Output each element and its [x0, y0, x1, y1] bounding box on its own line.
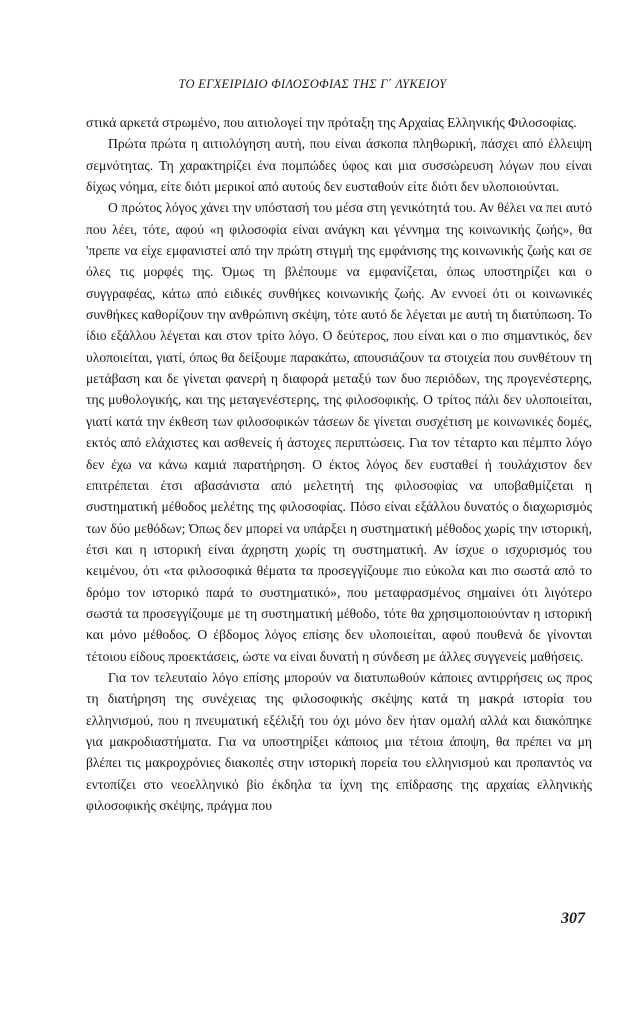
body-text: [86, 112, 592, 816]
running-header: ΤΟ ΕΓΧΕΙΡΙΔΙΟ ΦΙΛΟΣΟΦΙΑΣ ΤΗΣ Γ΄ ΛΥΚΕΙΟΥ: [178, 77, 447, 91]
paragraph: Για τον τελευταίο λόγο επίσης μπορούν να διατυπωθούν κάποιες αντιρρήσεις ως προς τη διατήρηση της συνέχειας της φιλοσοφικής σκέψης κατά τη μακρά ιστορία του ελληνισμού, που η πνευματική εξέλιξή του όχι μόνο δεν ήταν ομαλή αλλά και διακόπηκε για μακροδιαστήματα. Για να υποστηρίξει κάποιος μια τέτοια άποψη, θα πρέπει να μη βλέπει τις μακροχρόνιες διακοπές στην ιστορική πορεία του ελληνισμού και προπαντός να εντοπίζει στο νεοελληνικό βίο έκδηλα τα ίχνη της επίδρασης της αρχαίας ελληνικής φιλοσοφικής σκέψης, πράγμα που: [86, 669, 592, 813]
paragraph-continuation: στικά αρκετά στρωμένο, που αιτιολογεί την πρόταξη της Αρχαίας Ελληνικής Φιλοσοφίας.: [86, 115, 577, 130]
paragraph: Ο πρώτος λόγος χάνει την υπόστασή του μέσα στη γενικότητά του. Αν θέλει να πει αυτό που λέει, τότε, αφού «η φιλοσοφία είναι ανάγκη και γέννημα της κοινωνικής ζωής», θα 'πρεπε να είχε εμφανιστεί από την πρώτη στιγμή της εμφάνισης της κοινωνικής ζωής και σε όλες τις μορφές της. Όμως τη βλέπουμε να εμφανίζεται, όπως υποστηρίζει και ο συγγραφέας, κάτω από ειδικές συνθήκες κοινωνικής ζωής. Αν εννοεί ότι οι κοινωνικές συνθήκες καθορίζουν την ανθρώπινη σκέψη, τότε αυτό δε λέγεται με αυτή τη διατύπωση. Το ίδιο εξάλλου λέγεται και στον τρίτο λόγο. Ο δεύτερος, που είναι και ο πιο σημαντικός, δεν υλοποιείται, γιατί, όπως θα δείξουμε παρακάτω, απουσιάζουν τα στοιχεία που συνθέτουν τη μετάβαση και δε γίνεται φανερή η διαφορά μεταξύ των δυο περιόδων, της προγενέστερης, της μυθολογικής, και της μεταγενέστερης, της φιλοσοφικής. Ο τρίτος πάλι δεν υλοποιείται, γιατί κατά την έκθεση των φιλοσοφικών τάσεων δε γίνεται συσχέτιση με κοινωνικές δομές, εκτός από ελάχιστες και ασθενείς ή άστοχες περιπτώσεις. Για τον τέταρτο και πέμπτο λόγο δεν έχω να κάνω καμιά παρατήρηση. Ο έκτος λόγος δεν ευσταθεί ή τουλάχιστον δεν επιτρέπεται έτσι αβασάνιστα από μελετητή της φιλοσοφίας να υποβαθμίζεται η συστηματική μέθοδος μελέτης της φιλοσοφίας. Πόσο είναι εξάλλου δυνατός ο διαχωρισμός των δύο μεθόδων; Όπως δεν μπορεί να υπάρξει η συστηματική μέθοδος χωρίς την ιστορική, έτσι και η ιστορική είναι άχρηστη χωρίς τη συστηματική. Αν ίσχυε ο ισχυρισμός του κειμένου, ότι «τα φιλοσοφικά θέματα τα προσεγγίζουμε πιο εύκολα και πιο σωστά από το δρόμο τον ιστορικό παρά το συστηματικό», που μεταφρασμένος σημαίνει ότι λιγότερο σωστά τα προσεγγίζουμε με τη συστηματική μέθοδο, τότε θα χρησιμοποιούνταν η ιστορική και μόνο μέθοδος. Ο έβδομος λόγος επίσης δεν υλοποιείται, αφού πουθενά δε γίνονται τέτοιου είδους προεκτάσεις, ώστε να είναι δυνατή η σύνδεση με άλλες συγγενείς μαθήσεις.: [86, 200, 592, 664]
page-number: 307: [561, 910, 585, 927]
paragraph: Πρώτα πρώτα η αιτιολόγηση αυτή, που είναι άσκοπα πληθωρική, πάσχει από έλλειψη σεμνότητας. Τη χαρακτηρίζει ένα πομπώδες ύφος και μια συσσώρευση λόγων που είναι δίχως νόημα, είτε διότι μερικοί από αυτούς δεν ευσταθούν είτε διότι δεν υλοποιούνται.: [86, 136, 592, 195]
